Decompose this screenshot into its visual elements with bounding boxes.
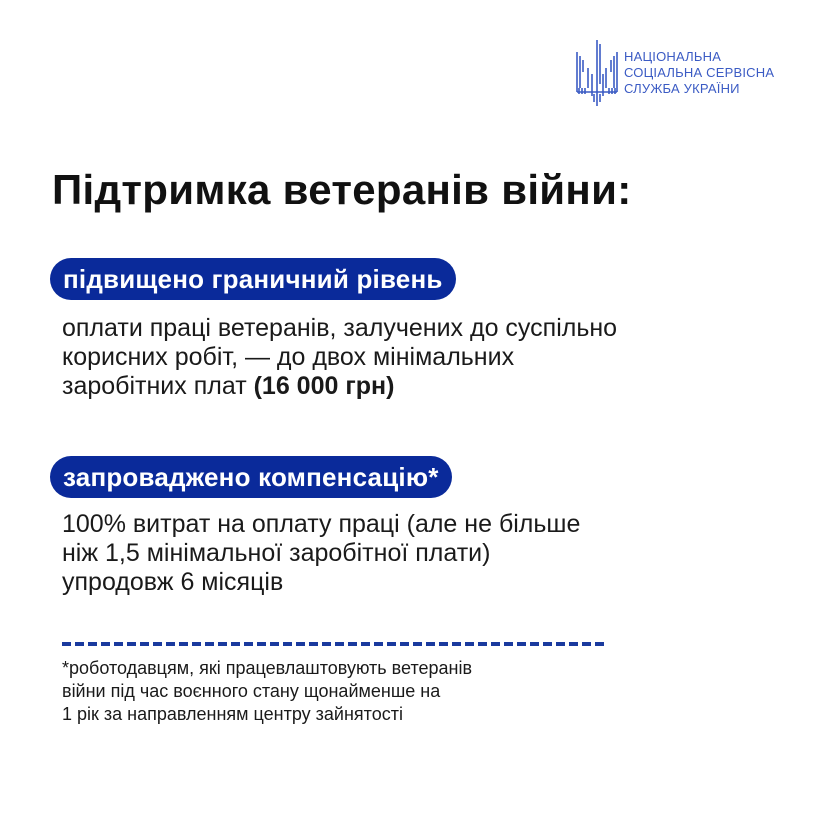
logo-line: НАЦІОНАЛЬНА <box>624 49 722 64</box>
footnote-line: *роботодавцям, які працевлаштовують ветеранів <box>62 658 473 678</box>
section-1-text <box>62 314 617 401</box>
text-line: 100% витрат на оплату праці (але не більше <box>62 510 581 538</box>
logo-line: СЛУЖБА УКРАЇНИ <box>624 81 740 96</box>
text-line <box>62 372 617 401</box>
footnote-line: 1 рік за направленням центру зайнятості <box>62 704 403 724</box>
badge-compensation: запроваджено компенсацію* <box>50 456 452 498</box>
footnote <box>62 657 472 726</box>
page-title: Підтримка ветеранів війни: <box>52 166 632 213</box>
nssu-logo <box>574 38 774 108</box>
section-2-text <box>62 510 580 597</box>
text-line: упродовж 6 місяців <box>62 568 284 596</box>
logo-line: СОЦІАЛЬНА СЕРВІСНА <box>624 65 775 80</box>
text-line: оплати праці ветеранів, залучених до суспільно <box>62 314 618 342</box>
text-line: корисних робіт, — до двох мінімальних <box>62 343 515 371</box>
logo-text <box>624 49 774 97</box>
badge-raised-limit: підвищено граничний рівень <box>50 258 456 300</box>
amount-highlight: (16 000 грн) <box>253 372 395 400</box>
footnote-line: війни під час воєнного стану щонайменше на <box>62 681 441 701</box>
trident-icon <box>574 38 620 108</box>
text-plain: заробітних плат <box>62 372 254 400</box>
dashed-divider <box>62 642 607 646</box>
text-line: ніж 1,5 мінімальної заробітної плати) <box>62 539 491 567</box>
